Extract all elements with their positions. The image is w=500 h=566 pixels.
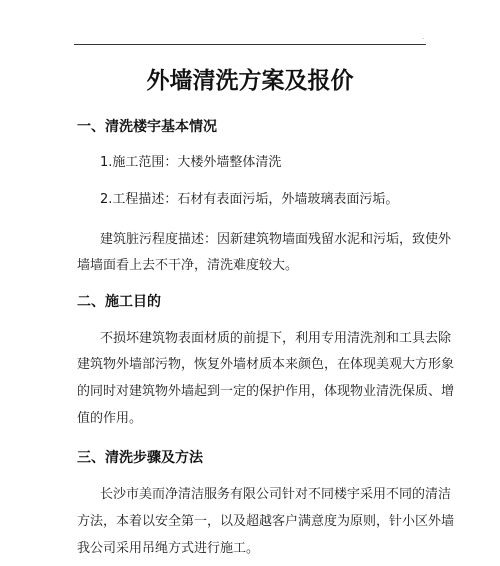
header-mark: .	[422, 34, 424, 41]
paragraph-line: 建筑物外墙部污物，恢复外墙材质本来颜色，在体现美观大方形象	[77, 357, 455, 372]
paragraph-line: 我公司采用吊绳方式进行施工。	[77, 541, 260, 556]
paragraph-line: 长沙市美而净清洁服务有限公司针对不同楼宇采用不同的清洁	[100, 487, 452, 502]
paragraph-line: 的同时对建筑物外墙起到一定的保护作用，体现物业清洗保质、增	[77, 384, 455, 399]
paragraph-line: 值的作用。	[77, 411, 143, 426]
paragraph-line: 方法，本着以安全第一，以及超越客户满意度为原则，针小区外墙	[77, 514, 455, 529]
section-heading-2: 二、施工目的	[77, 294, 161, 310]
paragraph-line: 墙墙面看上去不干净，清洗难度较大。	[77, 258, 299, 273]
header-rule	[74, 44, 426, 45]
paragraph-line: 不损坏建筑物表面材质的前提下，利用专用清洗剂和工具去除	[100, 331, 452, 346]
section-heading-1: 一、清洗楼宇基本情况	[77, 119, 217, 135]
paragraph-line: 1.施工范围：大楼外墙整体清洗	[100, 155, 282, 170]
document-title: 外墙清洗方案及报价	[146, 68, 354, 94]
section-heading-3: 三、清洗步骤及方法	[77, 450, 203, 466]
paragraph-line: 建筑脏污程度描述：因新建筑物墙面残留水泥和污垢，致使外	[100, 232, 452, 247]
paragraph-line: 2.工程描述：石材有表面污垢，外墙玻璃表面污垢。	[100, 192, 399, 207]
